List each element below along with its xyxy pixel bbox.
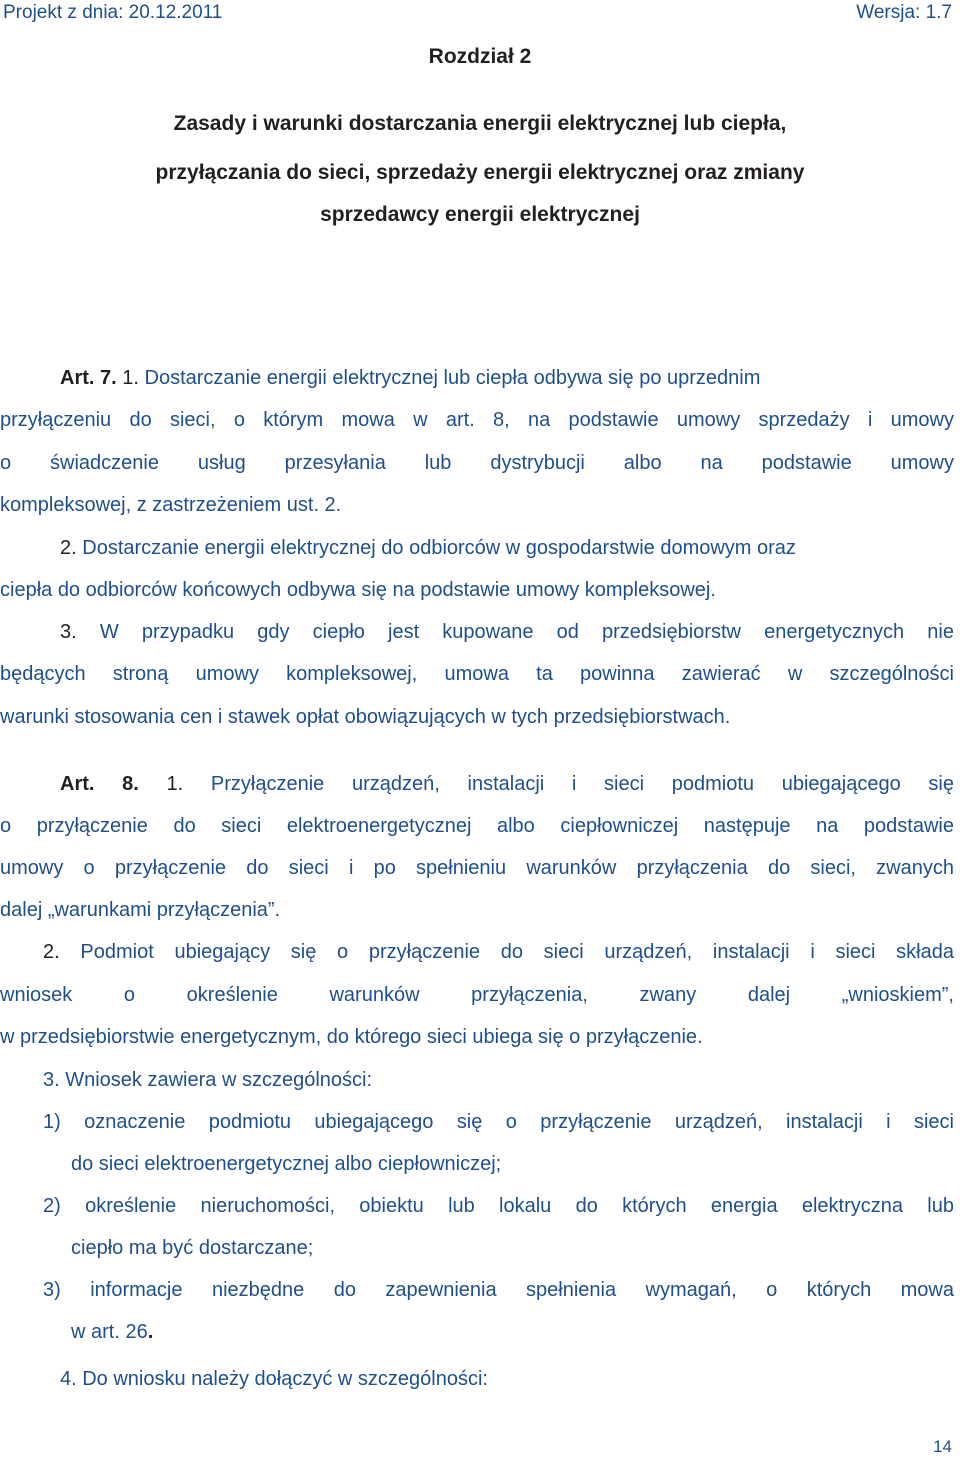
chapter-title-line: przyłączania do sieci, sprzedaży energii elektrycznej oraz zmiany: [155, 161, 805, 184]
paragraph-number: 2.: [60, 537, 77, 559]
paragraph-text: dalej „warunkami przyłączenia”.: [0, 899, 281, 921]
article-7-label: Art. 7.: [60, 367, 117, 389]
paragraph-text: Dostarczanie energii elektrycznej do odbiorców w gospodarstwie domowym oraz: [82, 537, 796, 559]
paragraph-number: 2.: [43, 941, 60, 963]
paragraph-text: 4. Do wniosku należy dołączyć w szczególności:: [60, 1368, 488, 1390]
paragraph-text: Przyłączenie urządzeń, instalacji i sieci podmiotu ubiegającego się: [210, 773, 954, 795]
list-item-text: w art. 26: [71, 1321, 148, 1343]
article-8-line: [43, 940, 954, 964]
paragraph-number: 1.: [122, 367, 139, 389]
header-project-date: Projekt z dnia: 20.12.2011: [3, 2, 223, 23]
paragraph-number: 1.: [166, 773, 184, 795]
list-item: 2) określenie nieruchomości, obiektu lub lokalu do których energia elektryczna lub: [43, 1195, 954, 1217]
paragraph-text: o świadczenie usług przesyłania lub dystrybucji albo na podstawie umowy: [0, 452, 954, 474]
page-number: 14: [933, 1437, 952, 1456]
paragraph-text: wniosek o określenie warunków przyłączenia, zwany dalej „wnioskiem”,: [0, 984, 954, 1006]
paragraph-number: 3.: [60, 621, 77, 643]
header-version: Wersja: 1.7: [856, 2, 952, 23]
article-7-line: [60, 620, 954, 644]
article-7-line: [60, 366, 760, 390]
chapter-title-line: Zasady i warunki dostarczania energii elektrycznej lub ciepła,: [173, 112, 787, 135]
article-8-label: Art. 8.: [60, 773, 139, 795]
paragraph-text: Podmiot ubiegający się o przyłączenie do sieci urządzeń, instalacji i sieci składa: [80, 941, 954, 963]
list-item: do sieci elektroenergetycznej albo ciepłowniczej;: [71, 1153, 502, 1175]
paragraph-text: przyłączeniu do sieci, o którym mowa w art. 8, na podstawie umowy sprzedaży i umowy: [0, 409, 954, 431]
paragraph-text: o przyłączenie do sieci elektroenergetycznej albo ciepłowniczej następuje na podstawie: [0, 815, 954, 837]
paragraph-text: ciepła do odbiorców końcowych odbywa się na podstawie umowy kompleksowej.: [0, 579, 716, 601]
list-item: 3) informacje niezbędne do zapewnienia spełnienia wymagań, o których mowa: [43, 1279, 954, 1301]
paragraph-text: warunki stosowania cen i stawek opłat obowiązujących w tych przedsiębiorstwach.: [0, 706, 731, 728]
chapter-title-line: sprzedawcy energii elektrycznej: [320, 203, 640, 226]
list-item-period: .: [147, 1321, 154, 1343]
paragraph-text: w przedsiębiorstwie energetycznym, do którego sieci ubiega się o przyłączenie.: [0, 1026, 703, 1048]
list-item: 1) oznaczenie podmiotu ubiegającego się o przyłączenie urządzeń, instalacji i sieci: [43, 1111, 954, 1133]
paragraph-text: 3. Wniosek zawiera w szczególności:: [43, 1069, 373, 1091]
chapter-label: Rozdział 2: [428, 45, 532, 68]
paragraph-text: Dostarczanie energii elektrycznej lub ciepła odbywa się po uprzednim: [144, 367, 761, 389]
paragraph-text: W przypadku gdy ciepło jest kupowane od przedsiębiorstw energetycznych nie: [99, 621, 954, 643]
list-item: [71, 1320, 153, 1344]
paragraph-text: kompleksowej, z zastrzeżeniem ust. 2.: [0, 494, 342, 516]
list-item: ciepło ma być dostarczane;: [71, 1237, 314, 1259]
paragraph-text: będących stroną umowy kompleksowej, umowa ta powinna zawierać w szczególności: [0, 663, 954, 685]
paragraph-text: umowy o przyłączenie do sieci i po spełnieniu warunków przyłączenia do sieci, zwanych: [0, 857, 954, 879]
article-8-line: [60, 772, 954, 796]
article-7-line: [60, 536, 796, 560]
